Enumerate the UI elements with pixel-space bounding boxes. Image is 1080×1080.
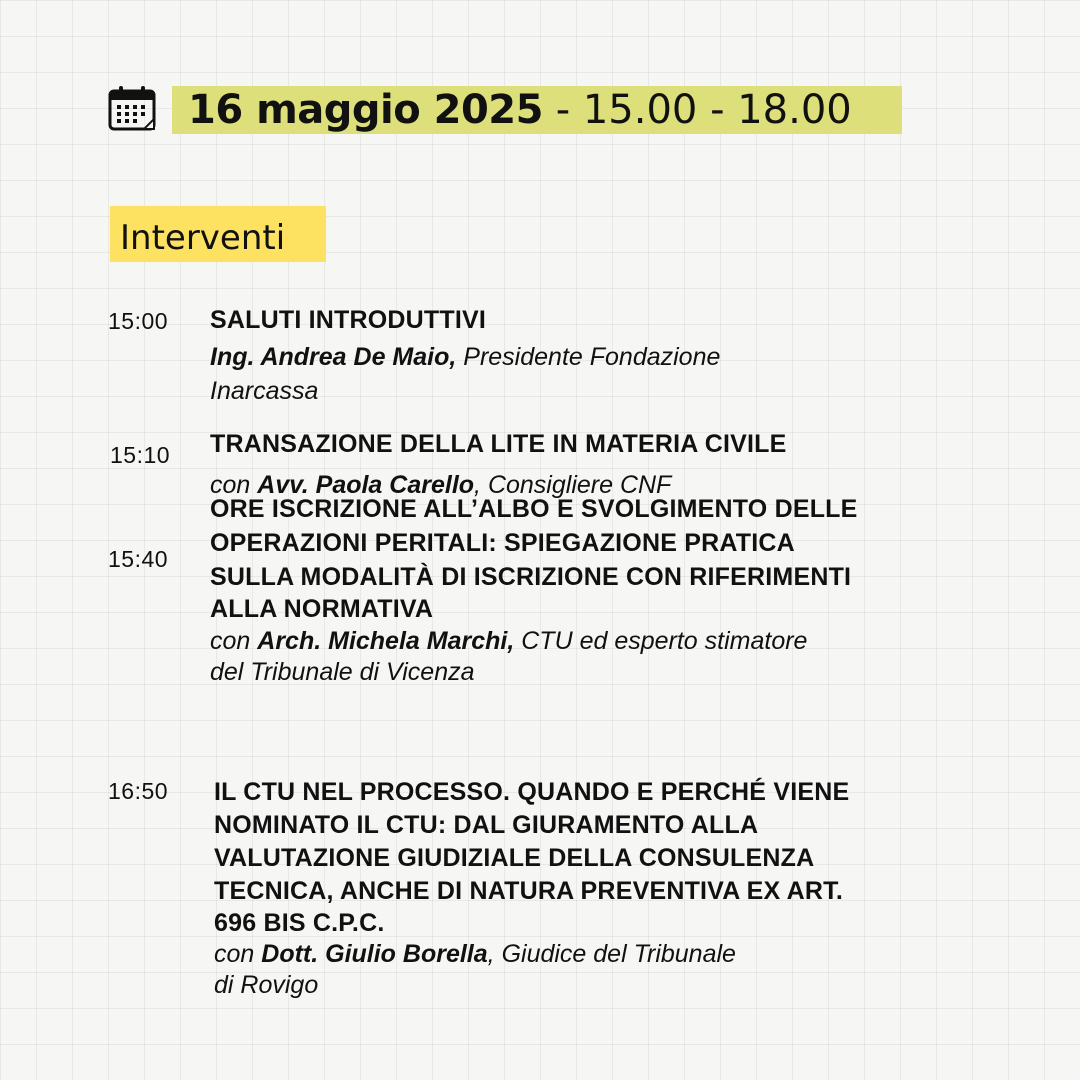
agenda-title: TECNICA, ANCHE DI NATURA PREVENTIVA EX ART. [214, 877, 843, 905]
agenda-title: ALLA NORMATIVA [210, 595, 434, 623]
speaker-name: Ing. Andrea De Maio, [210, 343, 457, 371]
section-title: Interventi [120, 218, 286, 258]
agenda-title: SULLA MODALITÀ DI ISCRIZIONE CON RIFERIMENTI [210, 563, 852, 591]
agenda-title: 696 BIS C.P.C. [214, 909, 385, 937]
speaker-name: Dott. Giulio Borella [261, 940, 488, 968]
agenda-title: SALUTI INTRODUTTIVI [210, 306, 487, 334]
speaker-name: Avv. Paola Carello [257, 471, 475, 499]
agenda-speaker [214, 939, 736, 970]
speaker-prefix: con [210, 627, 258, 655]
speaker-role-continued: di Rovigo [214, 971, 319, 999]
agenda-title: OPERAZIONI PERITALI: SPIEGAZIONE PRATICA [210, 529, 795, 557]
speaker-role-continued: del Tribunale di Vicenza [210, 658, 475, 686]
agenda-speaker [210, 626, 807, 657]
calendar-icon [108, 84, 156, 132]
agenda-time: 15:10 [110, 442, 171, 468]
speaker-prefix: con [210, 471, 258, 499]
event-date: 16 maggio 2025 [188, 87, 543, 133]
speaker-role: Presidente Fondazione [456, 343, 721, 371]
speaker-prefix: con [214, 940, 262, 968]
speaker-role: , Giudice del Tribunale [487, 940, 736, 968]
speaker-role-continued: Inarcassa [210, 377, 319, 405]
event-time-range: - 15.00 - 18.00 [542, 87, 852, 133]
agenda-time: 15:00 [108, 308, 169, 334]
agenda-time: 16:50 [108, 778, 169, 804]
agenda-title: ORE ISCRIZIONE ALL’ALBO E SVOLGIMENTO DELLE [210, 495, 858, 523]
event-date-line [188, 86, 852, 134]
agenda-speaker [210, 342, 720, 373]
agenda-title: VALUTAZIONE GIUDIZIALE DELLA CONSULENZA [214, 844, 815, 872]
agenda-title: TRANSAZIONE DELLA LITE IN MATERIA CIVILE [210, 430, 787, 458]
agenda-title: IL CTU NEL PROCESSO. QUANDO E PERCHÉ VIENE [214, 778, 850, 806]
agenda-title: NOMINATO IL CTU: DAL GIURAMENTO ALLA [214, 811, 759, 839]
speaker-role: , Consigliere CNF [474, 471, 672, 499]
speaker-name: Arch. Michela Marchi, [257, 627, 515, 655]
speaker-role: CTU ed esperto stimatore [514, 627, 808, 655]
agenda-time: 15:40 [108, 546, 169, 572]
